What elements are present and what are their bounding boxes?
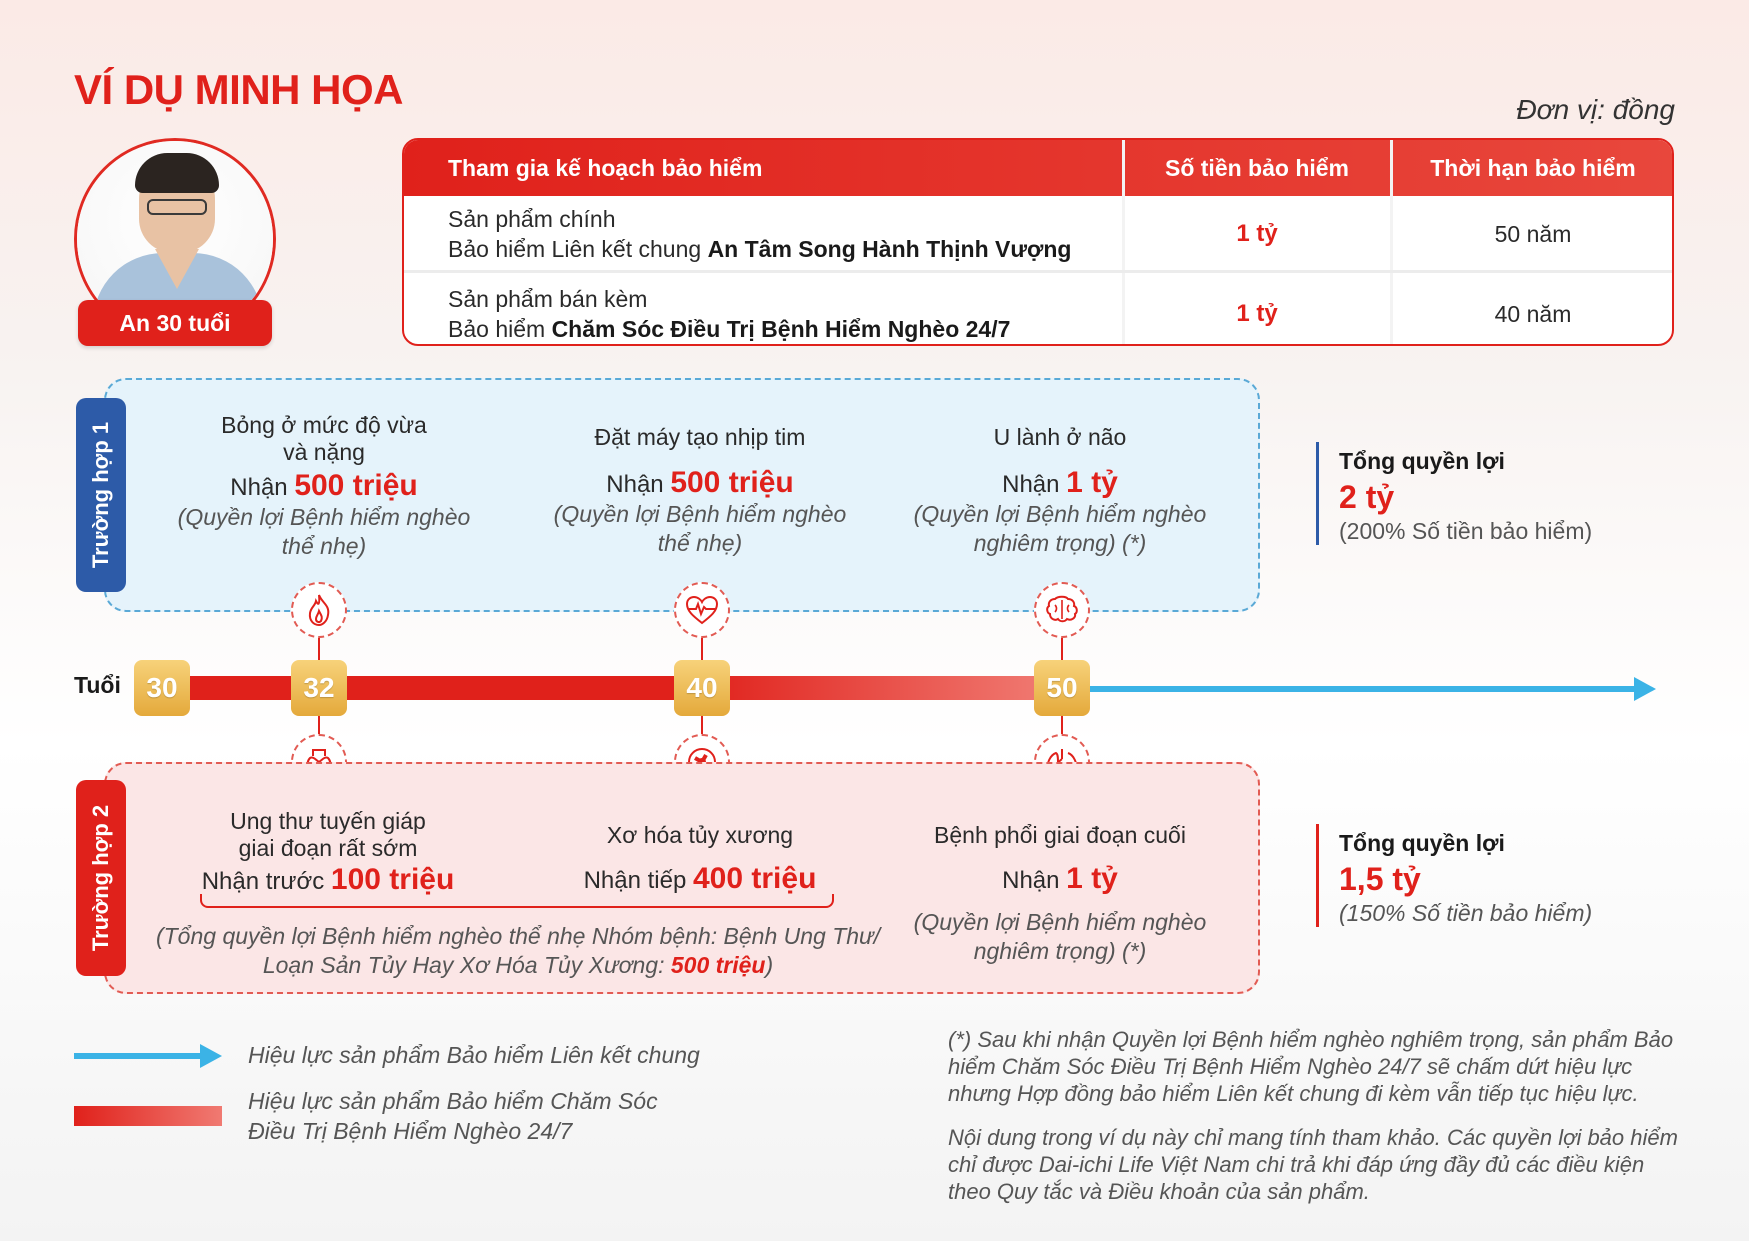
case-1-event [910,424,1210,558]
total-note: (200% Số tiền bảo hiểm) [1339,518,1593,544]
age-marker: 30 [134,660,190,716]
table-row [448,204,1072,264]
row-type: Sản phẩm chính [448,206,616,232]
age-marker: 50 [1034,660,1090,716]
universal-life-coverage-line [1070,686,1638,692]
event-note: (Quyền lợi Bệnh hiểm nghèo nghiêm trọng) (*) [913,501,1207,556]
event-receive: Nhận trước [201,868,325,895]
plan-table [402,138,1674,346]
event-title: Bệnh phổi giai đoạn cuối [934,822,1186,848]
case-1-event [550,424,850,558]
header-term: Thời hạn bảo hiểm [1430,154,1636,181]
event-amount: 400 triệu [693,862,817,895]
row-prefix: Bảo hiểm [448,316,552,342]
event-amount: 1 tỷ [1066,466,1118,499]
event-title: U lành ở não [993,424,1127,450]
arrow-right-icon [1634,677,1656,701]
row-amount: 1 tỷ [1236,220,1278,247]
row-term: 50 năm [1494,221,1572,247]
row-type: Sản phẩm bán kèm [448,286,648,312]
table-row [448,284,1010,344]
case-1-total [1316,442,1592,545]
case-2-event [168,808,488,895]
case-2-label: Trường hợp 2 [88,804,113,952]
total-amount: 2 tỷ [1339,479,1395,515]
event-title: Đặt máy tạo nhịp tim [594,424,806,450]
page-title: VÍ DỤ MINH HỌA [74,66,403,113]
event-amount: 500 triệu [670,466,794,499]
total-label: Tổng quyền lợi [1339,830,1505,856]
event-note: (Quyền lợi Bệnh hiểm nghèo thể nhẹ) [553,501,847,556]
case-2-event [900,822,1220,966]
age-marker: 32 [291,660,347,716]
event-receive: Nhận [1002,471,1060,498]
row-term: 40 năm [1494,301,1572,327]
footnote-2: Nội dung trong ví dụ này chỉ mang tính tham khảo. Các quyền lợi bảo hiểm chỉ được Dai-ichi Life Việt Nam chi trả khi đáp ứng đầy đủ các điều kiện theo Quy tắc và Điều khoản của sản phẩm. [948,1125,1678,1204]
row-prefix: Bảo hiểm Liên kết chung [448,236,708,262]
total-label: Tổng quyền lợi [1339,448,1505,474]
arrow-right-icon [200,1044,222,1068]
event-receive: Nhận tiếp [583,867,687,894]
case-2-event [550,822,850,894]
case-2-total [1316,824,1592,927]
age-marker: 40 [674,660,730,716]
row-amount: 1 tỷ [1236,300,1278,327]
group-note: (Tổng quyền lợi Bệnh hiểm nghèo thể nhẹ Nhóm bệnh: Bệnh Ung Thư/ Loạn Sản Tủy Hay Xơ Hóa Tủy Xương: 500 triệu) [155,923,881,978]
event-receive: Nhận [606,471,664,498]
case-1-event [174,412,474,561]
header-sum-insured: Số tiền bảo hiểm [1164,154,1350,181]
event-amount: 100 triệu [330,863,455,896]
case-1-label: Trường hợp 1 [88,421,113,569]
event-title: Ung thư tuyến giáp giai đoạn rất sớm [230,808,426,861]
unit-label: Đơn vị: đồng [1516,94,1675,125]
heart-pacemaker-icon [674,582,730,638]
group-amount: 500 triệu [670,952,766,978]
customer-name-badge: An 30 tuổi [78,300,272,346]
event-title: Bỏng ở mức độ vừa và nặng [221,412,427,465]
row-product: Chăm Sóc Điều Trị Bệnh Hiểm Nghèo 24/7 [551,316,1011,342]
case-1-tab [76,398,126,592]
legend-blue-label: Hiệu lực sản phẩm Bảo hiểm Liên kết chung [248,1042,700,1068]
case-2-tab [76,780,126,976]
legend-red-label: Hiệu lực sản phẩm Bảo hiểm Chăm Sóc Điều Trị Bệnh Hiểm Nghèo 24/7 [248,1088,658,1144]
event-receive: Nhận [1002,867,1060,894]
footnote-1: (*) Sau khi nhận Quyền lợi Bệnh hiểm nghèo nghiêm trọng, sản phẩm Bảo hiểm Chăm Sóc Điều Trị Bệnh Hiểm Nghèo 24/7 sẽ chấm dứt hiệu lực nhưng Hợp đồng bảo hiểm Liên kết chung đi kèm vẫn tiếp tục hiệu lực. [948,1027,1674,1106]
event-note: (Quyền lợi Bệnh hiểm nghèo nghiêm trọng) (*) [913,909,1207,964]
header-plan: Tham gia kế hoạch bảo hiểm [448,154,763,181]
event-note: (Quyền lợi Bệnh hiểm nghèo thể nhẹ) [177,504,471,559]
burn-flame-icon [291,582,347,638]
brain-icon [1034,582,1090,638]
legend-blue-line [74,1053,204,1059]
event-amount: 1 tỷ [1066,862,1118,895]
event-receive: Nhận [230,474,288,501]
age-axis-label: Tuổi [74,672,121,698]
total-note: (150% Số tiền bảo hiểm) [1339,900,1593,926]
event-title: Xơ hóa tủy xương [606,822,794,848]
legend-red-bar [74,1106,222,1126]
group-brace [200,894,834,908]
total-amount: 1,5 tỷ [1339,861,1421,897]
event-amount: 500 triệu [294,469,418,502]
row-product: An Tâm Song Hành Thịnh Vượng [707,236,1072,262]
